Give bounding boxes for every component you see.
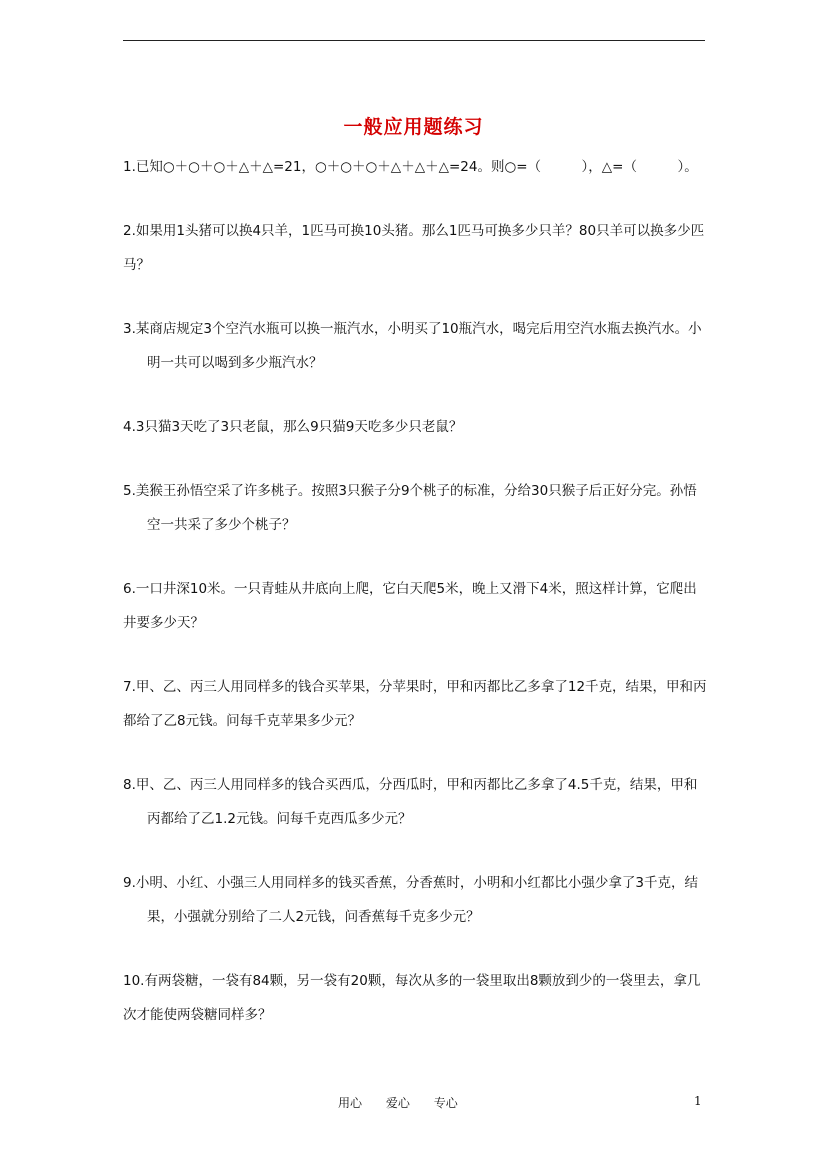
- question-1: 1.已知○＋○＋○＋△＋△=21，○＋○＋○＋△＋△＋△=24。则○=（ ），△=（ ）。: [123, 159, 698, 175]
- question-8: 8.甲、乙、丙三人用同样多的钱合买西瓜，分西瓜时，甲和丙都比乙多拿了4.5千克，结果，甲和丙都给了乙1.2元钱。问每千克西瓜多少元？: [123, 777, 698, 827]
- question-10: 10.有两袋糖，一袋有84颗，另一袋有20颗，每次从多的一袋里取出8颗放到少的一袋里去，拿几次才能使两袋糖同样多？: [123, 973, 701, 1023]
- question-2: 2.如果用1头猪可以换4只羊，1匹马可换10头猪。那么1匹马可换多少只羊？80只羊可以换多少匹马？: [123, 223, 705, 273]
- question-list: [123, 150, 707, 1062]
- footer-motto: 用心: [338, 1096, 363, 1110]
- page-number: 1: [694, 1094, 702, 1108]
- footer-motto: 专心: [433, 1096, 458, 1110]
- question-6: 6.一口井深10米。一只青蛙从井底向上爬，它白天爬5米，晚上又滑下4米，照这样计算，它爬出井要多少天？: [123, 581, 697, 631]
- footer-mottos: [338, 1094, 478, 1111]
- page-title: 一般应用题练习: [343, 116, 484, 138]
- question-3: 3.某商店规定3个空汽水瓶可以换一瓶汽水，小明买了10瓶汽水，喝完后用空汽水瓶去换汽水。小明一共可以喝到多少瓶汽水？: [123, 321, 702, 371]
- footer-motto: 爱心: [385, 1096, 410, 1110]
- question-4: 4.3只猫3天吃了3只老鼠，那么9只猫9天吃多少只老鼠？: [123, 419, 463, 435]
- question-9: 9.小明、小红、小强三人用同样多的钱买香蕉，分香蕉时，小明和小红都比小强少拿了3千克，结果，小强就分别给了二人2元钱，问香蕉每千克多少元？: [123, 875, 698, 925]
- question-7: 7.甲、乙、丙三人用同样多的钱合买苹果，分苹果时，甲和丙都比乙多拿了12千克，结果，甲和丙都给了乙8元钱。问每千克苹果多少元？: [123, 679, 707, 729]
- header-rule: [123, 40, 705, 41]
- question-5: 5.美猴王孙悟空采了许多桃子。按照3只猴子分9个桃子的标准，分给30只猴子后正好分完。孙悟空一共采了多少个桃子？: [123, 483, 697, 533]
